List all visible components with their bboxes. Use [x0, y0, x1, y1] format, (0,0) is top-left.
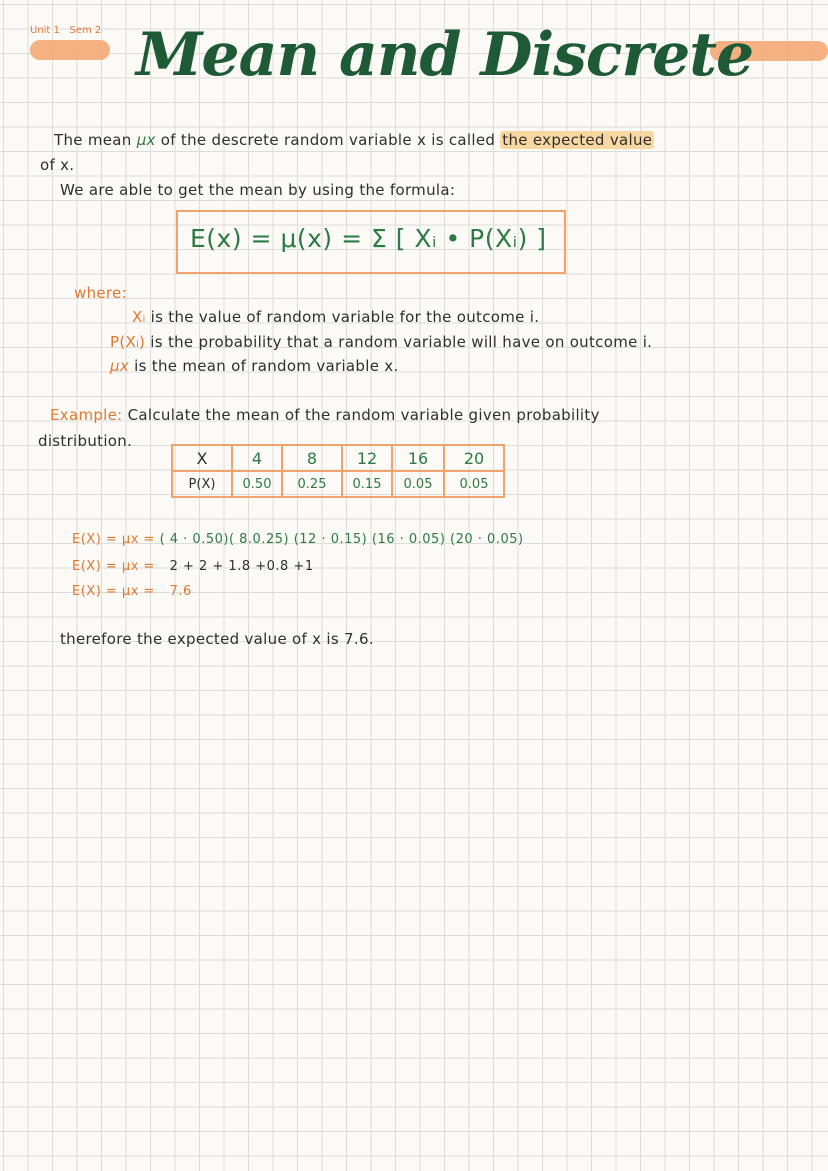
calc-lhs: E(X) = μx = [72, 559, 155, 574]
where-symbol: P(Xᵢ) [110, 333, 146, 351]
table-cell: 0.50 [232, 471, 282, 497]
where-item-1 [132, 308, 539, 326]
intro-line-1 [54, 131, 654, 149]
page-title: Mean and Discrete [136, 20, 754, 90]
table-cell: 12 [342, 445, 392, 471]
unit-label: Unit 1 [30, 25, 60, 36]
table-cell: 20 [444, 445, 504, 471]
intro-line-2: of x. [40, 156, 75, 174]
example-text: Calculate the mean of the random variable given probability [127, 406, 600, 424]
calc-line-3 [72, 584, 192, 599]
probability-distribution-table [171, 444, 505, 498]
intro-text-a: The mean [54, 131, 132, 149]
conclusion: therefore the expected value of x is 7.6. [60, 630, 374, 648]
calc-result: 7.6 [169, 584, 192, 599]
calc-line-2 [72, 559, 314, 574]
where-symbol: Xᵢ [132, 308, 146, 326]
mu-symbol: μx [136, 131, 156, 149]
intro-line-3: We are able to get the mean by using the formula: [60, 181, 456, 199]
where-text: is the probability that a random variable will have on outcome i. [150, 333, 653, 351]
unit-tag [30, 25, 101, 36]
table-cell: 0.15 [342, 471, 392, 497]
calc-line-1 [72, 532, 524, 547]
header-highlight-left [30, 40, 110, 60]
calc-sum: 2 + 2 + 1.8 +0.8 +1 [169, 559, 314, 574]
intro-text-b: of the descrete random variable x is called [160, 131, 496, 149]
expected-value-formula: E(x) = μ(x) = Σ [ Xᵢ • P(Xᵢ) ] [190, 224, 547, 253]
where-item-3 [110, 357, 399, 375]
table-row-x [172, 445, 504, 471]
calc-lhs: E(X) = μx = [72, 532, 155, 547]
table-cell: 0.05 [444, 471, 504, 497]
table-cell: 0.25 [282, 471, 342, 497]
table-cell: 4 [232, 445, 282, 471]
where-label: where: [74, 284, 127, 302]
example-line-1 [50, 406, 600, 424]
table-cell: 8 [282, 445, 342, 471]
example-line-2: distribution. [38, 432, 133, 450]
calc-lhs: E(X) = μx = [72, 584, 155, 599]
sem-label: Sem 2 [69, 25, 102, 36]
where-item-2 [110, 333, 652, 351]
formula-box [176, 210, 566, 274]
table-cell: 16 [392, 445, 444, 471]
where-text: is the value of random variable for the outcome i. [150, 308, 540, 326]
example-label: Example: [50, 406, 123, 424]
table-row-p [172, 471, 504, 497]
table-cell: X [172, 445, 232, 471]
where-text: is the mean of random variable x. [134, 357, 399, 375]
where-symbol: μx [110, 357, 130, 375]
table-cell: P(X) [172, 471, 232, 497]
calc-expression: ( 4 · 0.50)( 8.0.25) (12 · 0.15) (16 · 0.05) (20 · 0.05) [159, 532, 524, 547]
expected-value-highlight: the expected value [502, 131, 653, 149]
table-cell: 0.05 [392, 471, 444, 497]
